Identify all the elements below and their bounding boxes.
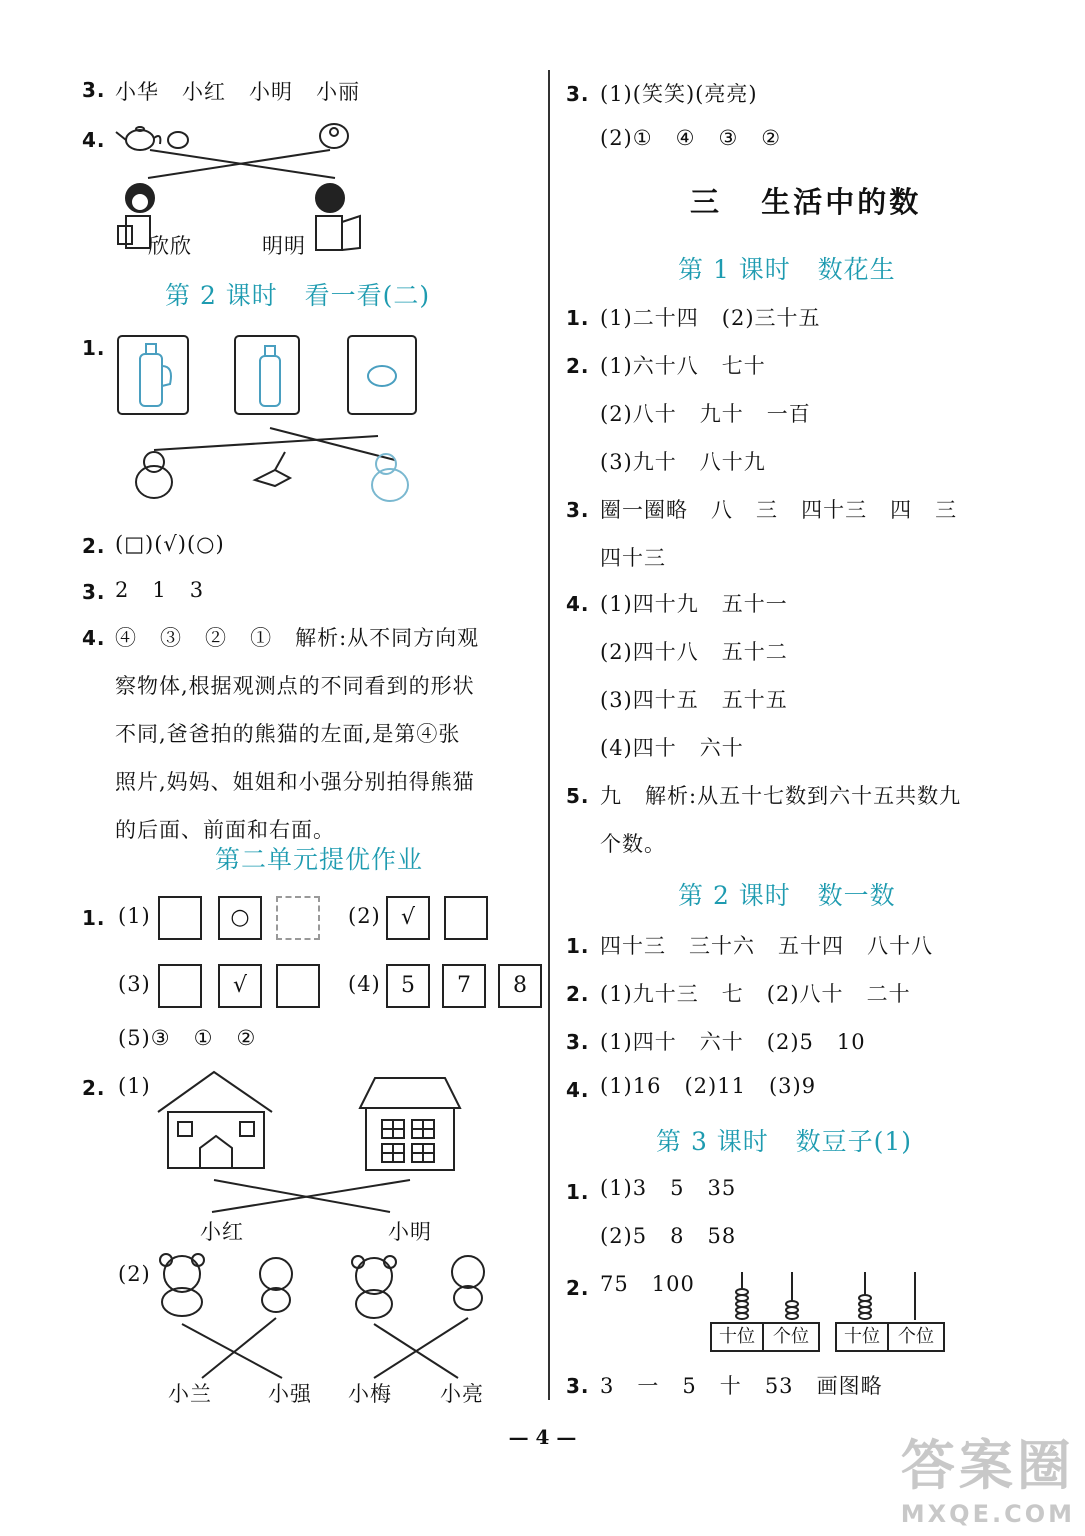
name-mingming: 明明: [262, 234, 306, 258]
answer-box-number: 7: [442, 964, 486, 1008]
thermos-matching-illustration: [110, 330, 430, 520]
a4-line-4: (4)四十 六十: [600, 736, 744, 760]
q3-answer: 小华 小红 小明 小丽: [115, 80, 361, 104]
u1-part4: (4): [348, 972, 381, 996]
b2-answer: (1)九十三 七 (2)八十 二十: [600, 982, 911, 1006]
answer-box-empty: [444, 896, 488, 940]
q2-answer: (□)(√)(○): [115, 532, 225, 556]
b1-answer: 四十三 三十六 五十四 八十八: [600, 934, 934, 958]
a2-line-3: (3)九十 八十九: [600, 450, 766, 474]
u2-part1: (1): [118, 1074, 151, 1098]
name-xiaolan: 小兰: [168, 1382, 212, 1406]
lesson-1-peanuts-title: 第 1 课时 数花生: [678, 255, 896, 284]
cat-icon: [136, 452, 172, 498]
q4b-line-3: 不同,爸爸拍的熊猫的左面,是第④张: [115, 722, 461, 746]
a1-answer: (1)二十四 (2)三十五: [600, 306, 821, 330]
b4-answer: (1)16 (2)11 (3)9: [600, 1074, 817, 1098]
watermark-title: 答案圈: [900, 1434, 1075, 1497]
r3-line-1: (1)(笑笑)(亮亮): [600, 82, 758, 106]
b1-number: 1.: [566, 934, 590, 958]
lesson-3-beans-title: 第 3 课时 数豆子(1): [656, 1127, 913, 1156]
answer-box-check: √: [386, 896, 430, 940]
lesson-2-count-title: 第 2 课时 数一数: [678, 881, 896, 910]
name-xiaoming: 小明: [388, 1220, 432, 1244]
u1-number: 1.: [82, 906, 106, 930]
answer-box-empty: [158, 896, 202, 940]
answer-box-faded: [276, 896, 320, 940]
abacus-1-illustration: [710, 1268, 820, 1322]
c1-line-2: (2)5 8 58: [600, 1224, 737, 1248]
bears-matching-illustration: [152, 1252, 502, 1392]
thermos-icon: [140, 344, 396, 406]
watermark-url: MXQE.COM: [900, 1500, 1075, 1528]
a4-line-3: (3)四十五 五十五: [600, 688, 788, 712]
a5-number: 5.: [566, 784, 590, 808]
r3-number: 3.: [566, 82, 590, 106]
teapot-top-view-icon: [320, 124, 348, 148]
answer-box-circle: ○: [218, 896, 262, 940]
q1-number: 1.: [82, 336, 106, 360]
q4b-number: 4.: [82, 626, 106, 650]
a4-number: 4.: [566, 592, 590, 616]
unit-3-title: 三 生活中的数: [690, 185, 922, 219]
answer-box-number: 5: [386, 964, 430, 1008]
r3-line-2: (2)① ④ ③ ②: [600, 126, 782, 150]
u2-number: 2.: [82, 1076, 106, 1100]
a3-line-2: 四十三: [600, 546, 666, 570]
a4-line-2: (2)四十八 五十二: [600, 640, 788, 664]
c1-number: 1.: [566, 1180, 590, 1204]
name-xinxin: 欣欣: [148, 234, 192, 258]
name-xiaoqiang: 小强: [268, 1382, 312, 1406]
b4-number: 4.: [566, 1078, 590, 1102]
unit-2-homework-title: 第二单元提优作业: [215, 845, 424, 874]
u1-part2: (2): [348, 904, 381, 928]
bird-icon: [255, 452, 290, 486]
q4b-line-4: 照片,妈妈、姐姐和小强分别拍得熊猫: [115, 770, 475, 794]
q3b-answer: 2 1 3: [115, 578, 205, 602]
b3-answer: (1)四十 六十 (2)5 10: [600, 1030, 866, 1054]
q2-number: 2.: [82, 534, 106, 558]
a2-number: 2.: [566, 354, 590, 378]
column-divider: [548, 70, 550, 1400]
c3-answer: 3 一 5 十 53 画图略: [600, 1374, 883, 1398]
abacus-2-ones-label: 个位: [887, 1322, 945, 1352]
abacus-1-tens-label: 十位: [710, 1322, 764, 1352]
c1-line-1: (1)3 5 35: [600, 1176, 737, 1200]
bear-icon: [160, 1254, 484, 1318]
dog-icon: [372, 454, 408, 501]
a1-number: 1.: [566, 306, 590, 330]
houses-matching-illustration: [150, 1068, 470, 1218]
a2-line-2: (2)八十 九十 一百: [600, 402, 811, 426]
lesson-2-look-title: 第 2 课时 看一看(二): [165, 281, 431, 310]
c2-answer: 75 100: [600, 1272, 695, 1296]
c3-number: 3.: [566, 1374, 590, 1398]
answer-box-number: 8: [498, 964, 542, 1008]
answer-box-empty: [276, 964, 320, 1008]
q4-number: 4.: [82, 128, 106, 152]
q3-number: 3.: [82, 78, 106, 102]
q4b-line-2: 察物体,根据观测点的不同看到的形状: [115, 674, 475, 698]
name-xiaoliang: 小亮: [440, 1382, 484, 1406]
u1-part3: (3): [118, 972, 151, 996]
page-number: — 4 —: [508, 1425, 577, 1449]
a3-line-1: 圈一圈略 八 三 四十三 四 三: [600, 498, 958, 522]
a5-line-1: 九 解析:从五十七数到六十五共数九: [600, 784, 962, 808]
a4-line-1: (1)四十九 五十一: [600, 592, 788, 616]
name-xiaohong: 小红: [200, 1220, 244, 1244]
a2-line-1: (1)六十八 七十: [600, 354, 766, 378]
abacus-1-ones-label: 个位: [762, 1322, 820, 1352]
teapot-icon: [116, 127, 188, 150]
a3-number: 3.: [566, 498, 590, 522]
q3b-number: 3.: [82, 580, 106, 604]
boy-writing-icon: [316, 184, 360, 250]
abacus-2-illustration: [835, 1268, 945, 1322]
q4b-line-1: ④ ③ ② ① 解析:从不同方向观: [115, 626, 480, 650]
answer-box-empty: [158, 964, 202, 1008]
u1-part1: (1): [118, 904, 151, 928]
b3-number: 3.: [566, 1030, 590, 1054]
watermark-logo: [901, 1423, 1075, 1528]
u2-part2: (2): [118, 1262, 151, 1286]
answer-box-check: √: [218, 964, 262, 1008]
abacus-2-tens-label: 十位: [835, 1322, 889, 1352]
a5-line-2: 个数。: [600, 832, 666, 856]
u1-part5: (5)③ ① ②: [118, 1026, 257, 1050]
b2-number: 2.: [566, 982, 590, 1006]
c2-number: 2.: [566, 1276, 590, 1300]
q4b-line-5: 的后面、前面和右面。: [115, 818, 335, 842]
name-xiaomei: 小梅: [348, 1382, 392, 1406]
